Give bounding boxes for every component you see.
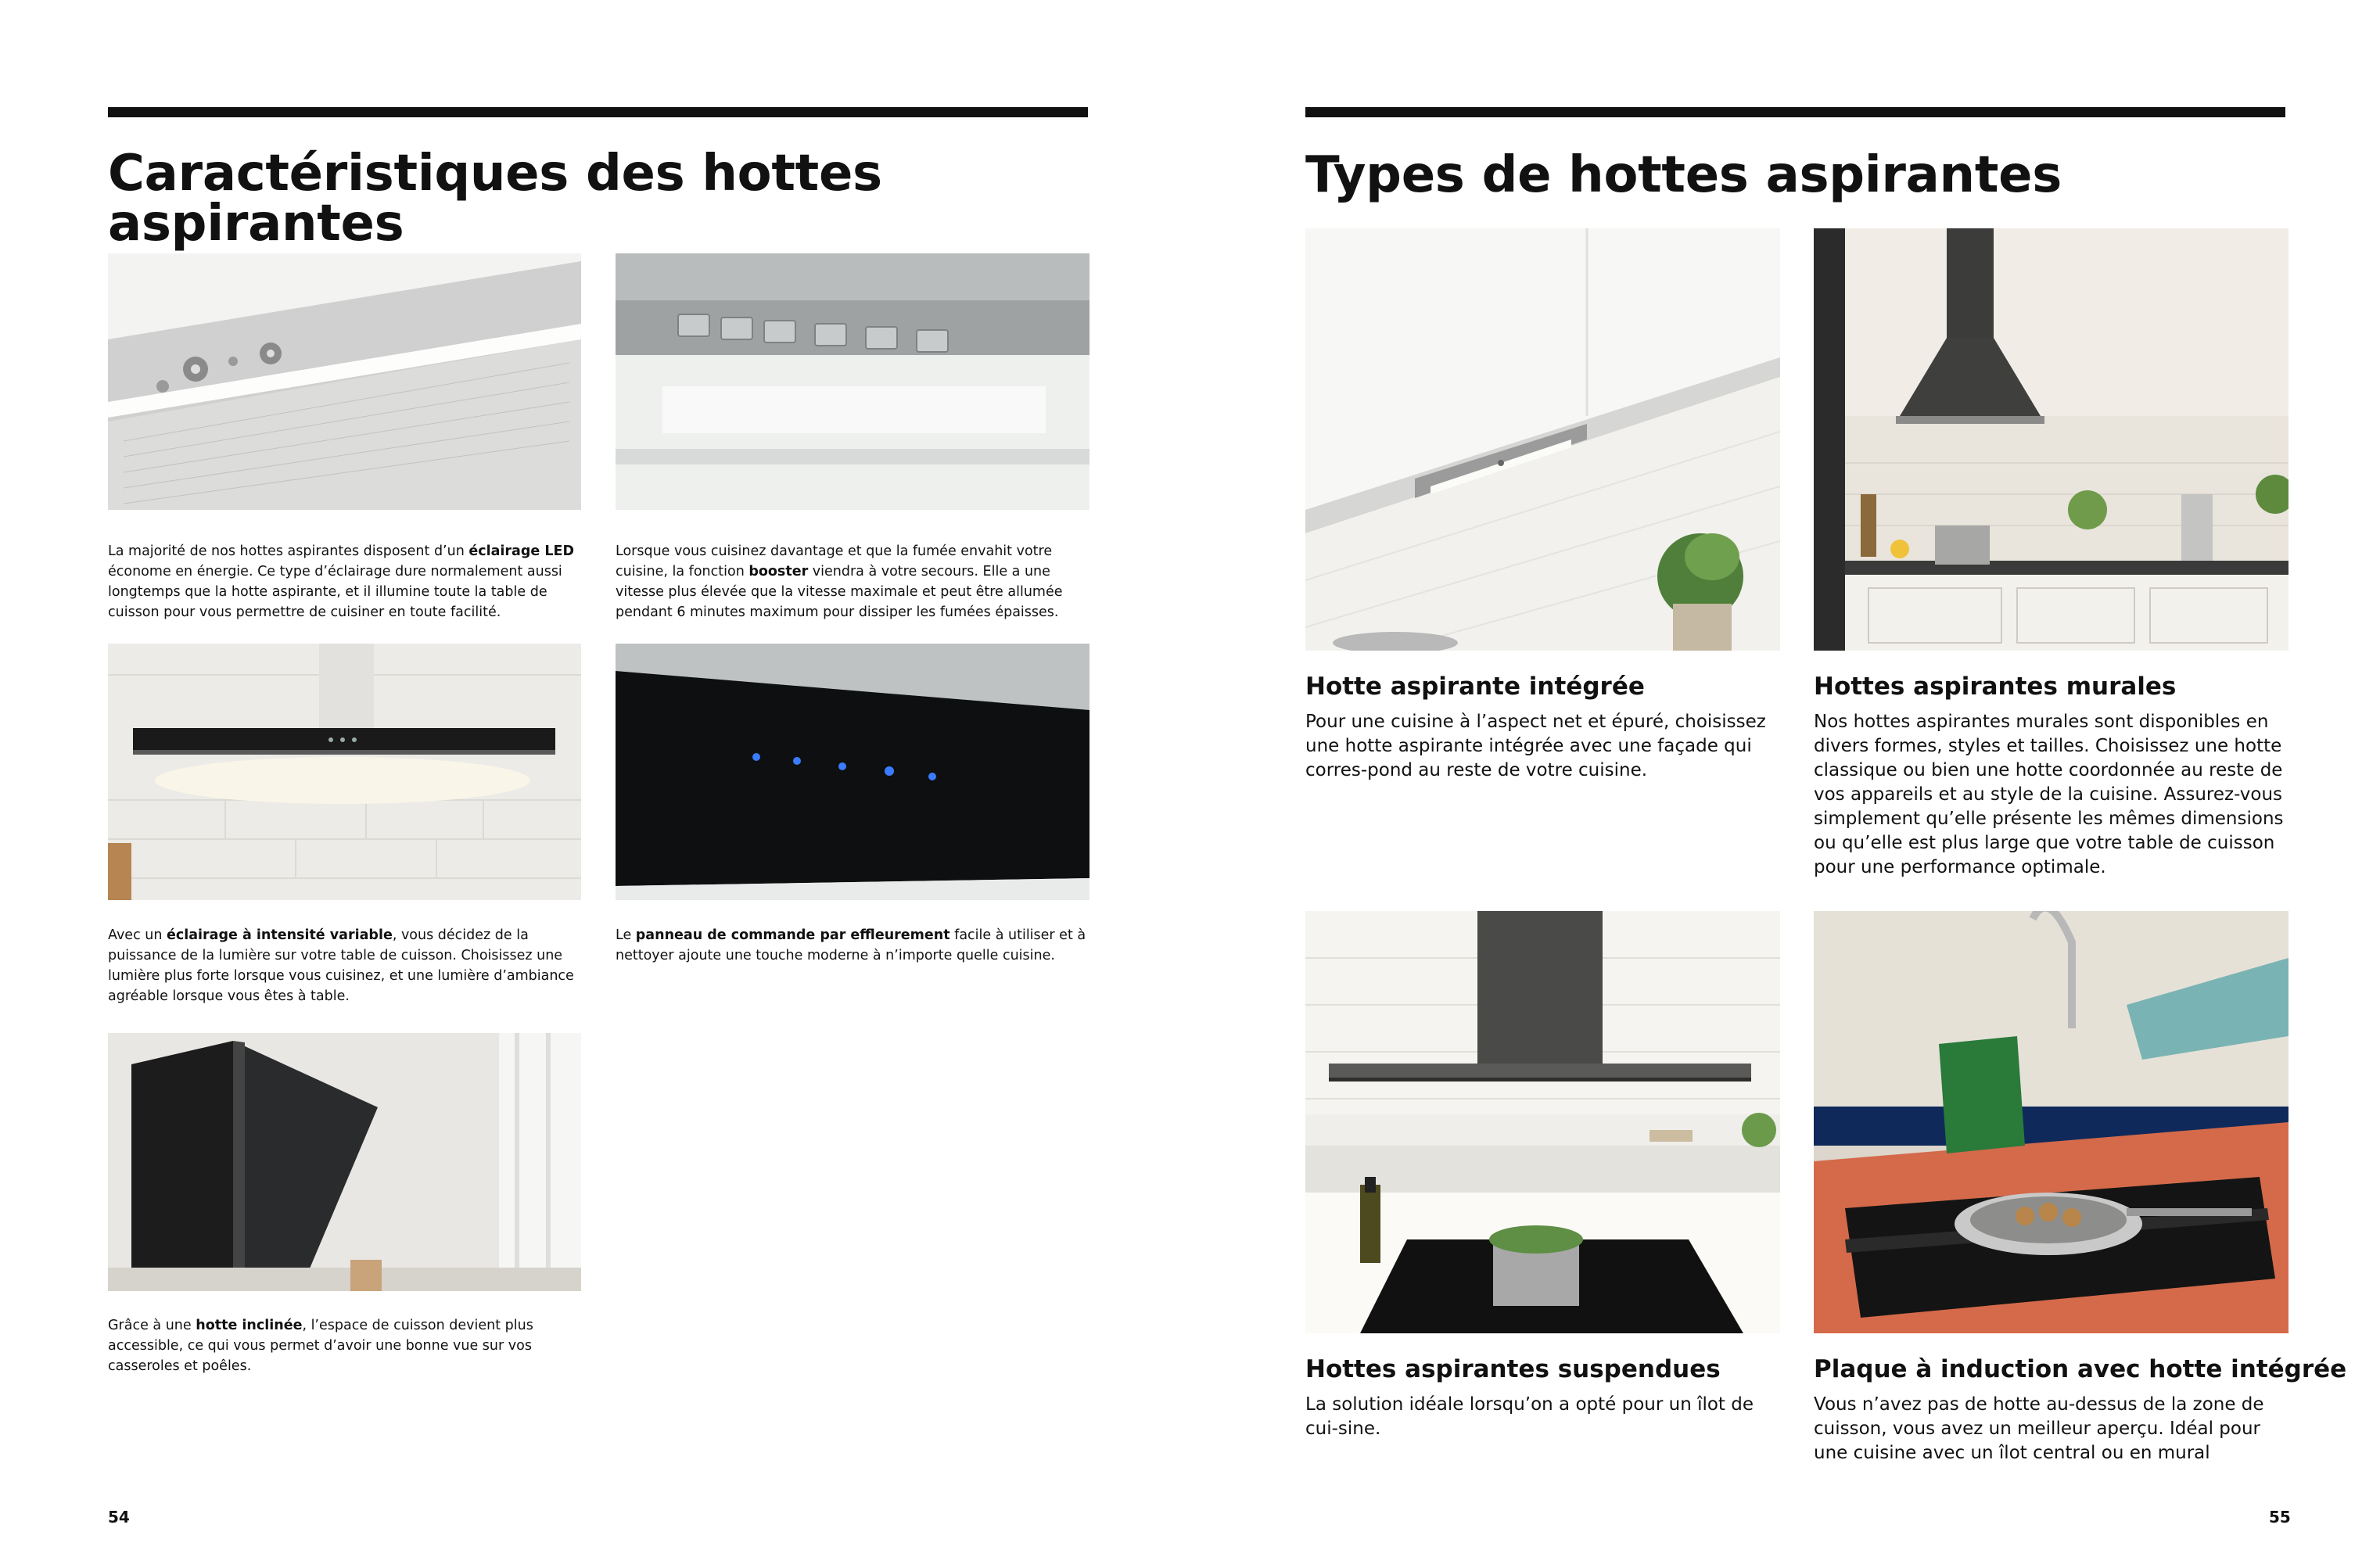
caption-angled xyxy=(108,1315,585,1376)
caption-dimmable-text-2: , vous décidez de la puissance de la lumière sur votre table de cuisson. Choisissez une lumière plus forte lorsque vous cuisinez, et une lumière d’ambiance agréable lorsque vous êtes à table. xyxy=(108,927,574,1004)
caption-booster-text-1: Lorsque vous cuisinez davantage et que la fumée envahit votre cuisine, la fonction xyxy=(616,543,1053,579)
type-heading-induction: Plaque à induction avec hotte intégrée xyxy=(1814,1355,2347,1383)
caption-booster xyxy=(616,541,1093,622)
right-page xyxy=(1190,0,2380,1564)
caption-touch-bold: panneau de commande par effleurement xyxy=(635,927,950,943)
induction-downdraft-photo xyxy=(1814,911,2288,1333)
title-line-2: aspirantes xyxy=(108,195,404,253)
top-rule xyxy=(108,107,1088,117)
type-text-suspended: La solution idéale lorsqu’on a opté pour un îlot de cui-sine. xyxy=(1305,1394,1754,1439)
caption-dimmable-bold: éclairage à intensité variable xyxy=(167,927,393,943)
caption-touch-text-1: Le xyxy=(616,927,636,943)
type-heading-integrated: Hotte aspirante intégrée xyxy=(1305,673,1645,701)
type-text-induction: Vous n’avez pas de hotte au-dessus de la zone de cuisson, vous avez un meilleur aperçu. Idéal pour une cuisine avec un îlot central ou en mural xyxy=(1814,1394,2264,1463)
integrated-hood-photo xyxy=(1305,228,1780,651)
page-title xyxy=(108,145,882,253)
caption-touch xyxy=(616,925,1093,966)
caption-led-text-2: économe en énergie. Ce type d’éclairage dure normalement aussi longtemps que la hotte aspirante, et il illumine toute la table de cuisson pour vous permettre de cuisiner en toute facilité. xyxy=(108,564,562,620)
island-hood-photo xyxy=(1305,911,1780,1333)
caption-booster-text-2: viendra à votre secours. Elle a une vitesse plus élevée que la vitesse maximale et peut être allumée pendant 6 minutes maximum pour dissiper les fumées épaisses. xyxy=(616,564,1063,620)
caption-booster-bold: booster xyxy=(748,564,809,579)
wall-hood-photo xyxy=(1814,228,2288,651)
caption-angled-text-1: Grâce à une xyxy=(108,1318,196,1333)
hood-angled-photo xyxy=(108,1033,581,1291)
caption-led xyxy=(108,541,585,622)
type-text-wall: Nos hottes aspirantes murales sont disponibles en divers formes, styles et tailles. Choisissez une hotte classique ou bien une hotte coordonnée au reste de vos appareils et au style de la cuisine. Assurez-vous simplement qu’elle présente les mêmes dimensions ou qu’elle est plus large que votre table de cuisson pour une performance optimale. xyxy=(1814,712,2284,877)
hood-dimmable-light-photo xyxy=(108,644,581,900)
caption-touch-text-2: facile à utiliser et à nettoyer ajoute une touche moderne à n’importe quelle cuisine. xyxy=(616,927,1086,963)
caption-angled-bold: hotte inclinée xyxy=(196,1318,303,1333)
type-heading-suspended: Hottes aspirantes suspendues xyxy=(1305,1355,1721,1383)
type-heading-wall: Hottes aspirantes murales xyxy=(1814,673,2177,701)
caption-led-text-1: La majorité de nos hottes aspirantes disposent d’un xyxy=(108,543,469,559)
top-rule xyxy=(1305,107,2285,117)
caption-led-bold: éclairage LED xyxy=(468,543,574,559)
page-number: 55 xyxy=(2269,1508,2291,1526)
caption-angled-text-2: , l’espace de cuisson devient plus accessible, ce qui vous permet d’avoir une bonne vue sur vos casseroles et poêles. xyxy=(108,1318,533,1374)
page-number: 54 xyxy=(108,1508,130,1526)
hood-booster-buttons-photo xyxy=(616,253,1089,510)
hood-led-lighting-photo xyxy=(108,253,581,510)
page-title: Types de hottes aspirantes xyxy=(1305,146,2062,204)
type-text-integrated: Pour une cuisine à l’aspect net et épuré, choisissez une hotte aspirante intégrée avec une façade qui corres-pond au reste de votre cuisine. xyxy=(1305,712,1766,780)
title-line-1: Caractéristiques des hottes xyxy=(108,145,882,203)
hood-touch-control-photo xyxy=(616,644,1089,900)
caption-dimmable-text-1: Avec un xyxy=(108,927,167,943)
caption-dimmable xyxy=(108,925,585,1006)
